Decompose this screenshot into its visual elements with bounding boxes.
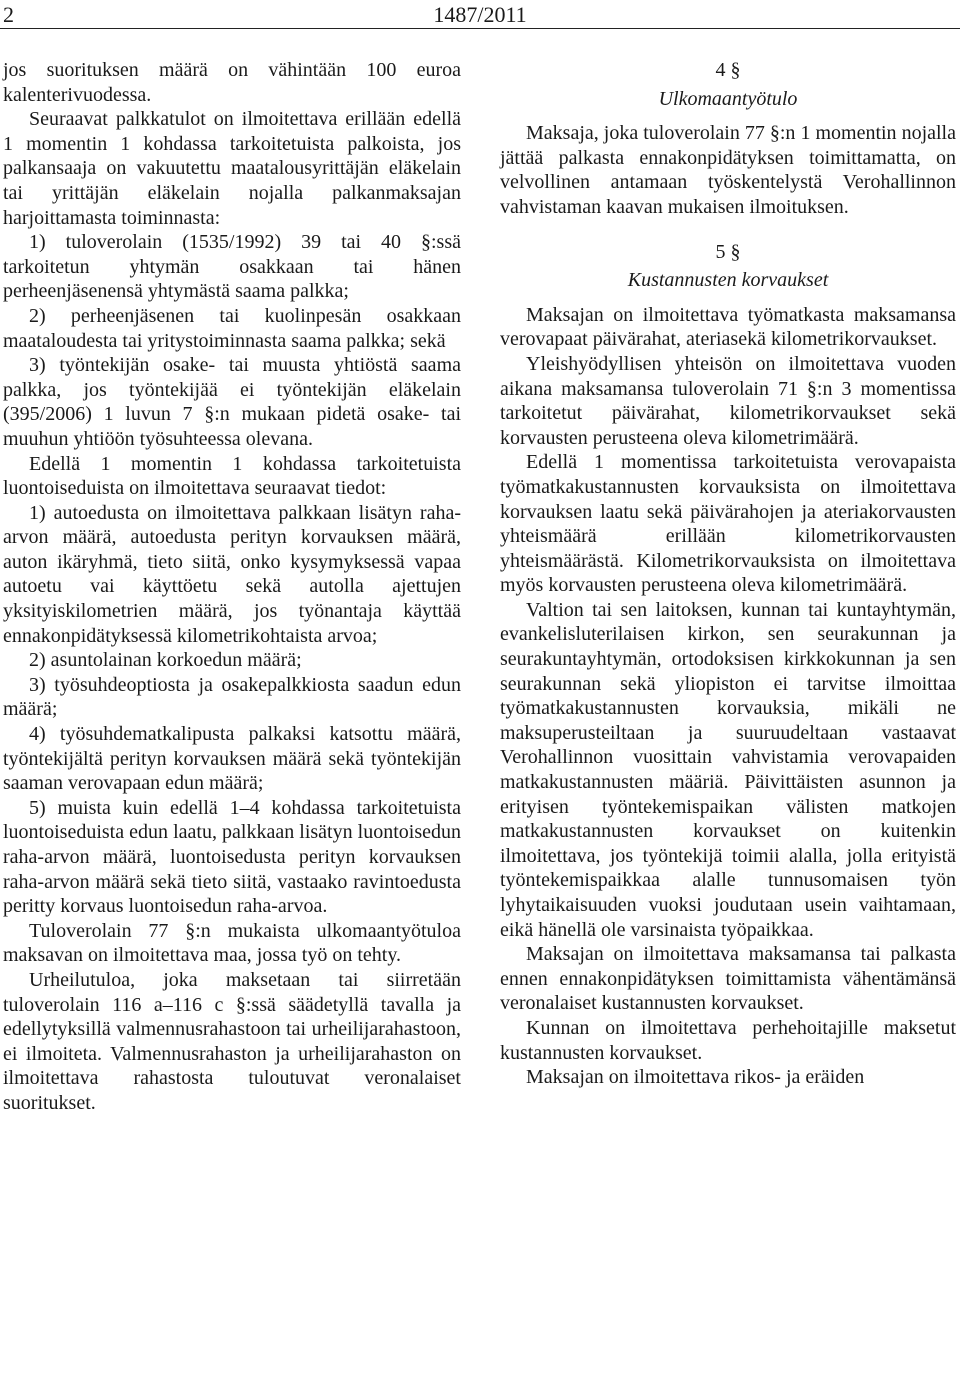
paragraph: Edellä 1 momentin 1 kohdassa tarkoitetuista luontoiseduista on ilmoitettava seuraavat tiedot: xyxy=(3,452,461,500)
paragraph: Yleishyödyllisen yhteisön on ilmoitettava vuoden aikana maksamansa tuloverolain 71 §:n 3 momentissa tarkoitetut päivärahat, kilometrikorvaukset sekä korvausten perusteena oleva kilometrimäärä. xyxy=(500,352,956,449)
list-item: 4) työsuhdematkalipusta palkaksi katsottu määrä, työntekijältä perityn korvauksen määrä sekä työntekijän saaman verovapaan edun määrä; xyxy=(3,723,461,795)
page-number: 2 xyxy=(3,2,14,27)
document-number: 1487/2011 xyxy=(433,2,527,27)
right-column xyxy=(500,58,956,1090)
section-title: Kustannusten korvaukset xyxy=(627,269,829,292)
list-item: 2) perheenjäsenen tai kuolinpesän osakkaan maataloudesta tai yritystoiminnasta saama palkka; sekä xyxy=(3,304,461,352)
paragraph: Maksajan on ilmoitettava työmatkasta maksamansa verovapaat päivärahat, ateriasekä kilometrikorvaukset. xyxy=(500,303,956,351)
paragraph: Seuraavat palkkatulot on ilmoitettava erillään edellä 1 momentin 1 kohdassa tarkoitetuista palkoista, jos palkansaaja on vakuutettu maatalousyrittäjän eläkelain tai yrittäjän eläkelain nojalla palkanmaksajan harjoittamasta toiminnasta: xyxy=(3,108,461,229)
paragraph: Edellä 1 momentissa tarkoitetuista verovapaista työmatkakustannusten korvauksista on ilmoitettava korvauksen laatu sekä päivärahojen ja ateriakorvausten yhteismäärä erillään kilometrikorvausten yhteismäärästä. Kilometrikorvauksista on ilmoitettava myös korvausten perusteena oleva kilometrimäärä. xyxy=(500,451,956,597)
section-gap xyxy=(500,220,956,240)
paragraph: Urheilutuloa, joka maksetaan tai siirretään tuloverolain 116 a–116 c §:ssä säädetyllä tavalla ja edellytyksillä valmennusrahastoon tai urheilijarahastoon, ei ilmoiteta. Valmennusrahaston ja urheilijarahaston on ilmoitettava rahastosta tuloutuvat veronalaiset suoritukset. xyxy=(3,968,461,1114)
list-item: 1) tuloverolain (1535/1992) 39 tai 40 §:ssä tarkoitetun yhtymän osakkaan tai hänen perheenjäsenensä yhtymästä saama palkka; xyxy=(3,231,461,303)
section-number: 5 § xyxy=(715,240,741,263)
list-item: 5) muista kuin edellä 1–4 kohdassa tarkoitetuista luontoiseduista edun laatu, palkkaan lisätyn luontoisedun raha-arvon määrä, luontoisedusta perityn korvauksen raha-arvon määrä sekä tieto siitä, vastaako ravintoedusta peritty korvaus luontoisedun raha-arvoa. xyxy=(3,796,461,918)
paragraph: Valtion tai sen laitoksen, kunnan tai kuntayhtymän, evankelisluterilaisen kirkon, sen seurakunnan ja seurakuntayhtymän, ortodoksisen kirkkokunnan ja sen seurakunnan sekä yliopiston ei tarvitse ilmoittaa työmatkakustannusten korvauksia, mikäli ne maksuperusteiltaan ja suuruudeltaan vastaavat Verohallinnon vuosittain vahvistamia verovapaiden matkakustannusten määriä. Päivittäisten asunnon ja erityisen työntekemispaikan välisten matkojen matkakustannusten korvaukset on kuitenkin ilmoitettava, jos työntekijä toimii alalla, jolla erityistä työntekemispaikkaa alalle tunnusomaisen työn lyhytaikaisuuden vuoksi joudutaan usein vaihtamaan, eikä hänellä ole varsinaista työpaikkaa. xyxy=(500,598,956,941)
section-number: 4 § xyxy=(715,59,741,81)
section-title: Ulkomaantyötulo xyxy=(658,87,798,110)
page-header xyxy=(0,0,960,30)
list-item: 3) työsuhdeoptiosta ja osakepalkkiosta saadun edun määrä; xyxy=(3,673,461,721)
paragraph: Maksaja, joka tuloverolain 77 §:n 1 momentin nojalla jättää palkasta ennakonpidätyksen toimittamatta, on velvollinen antamaan työskentelystä Verohallinnon vahvistaman kaavan mukaisen ilmoituksen. xyxy=(500,122,956,218)
paragraph: Kunnan on ilmoitettava perhehoitajille maksetut kustannusten korvaukset. xyxy=(500,1016,956,1064)
header-rule xyxy=(0,28,960,29)
paragraph: jos suorituksen määrä on vähintään 100 euroa kalenterivuodessa. xyxy=(3,59,461,106)
paragraph: Maksajan on ilmoitettava rikos- ja eräiden xyxy=(526,1066,865,1089)
paragraph: Maksajan on ilmoitettava maksamansa tai palkasta ennen ennakonpidätyksen toimittamista vähentämänsä veronalaiset kustannusten korvaukset. xyxy=(500,943,956,1015)
list-item: 3) työntekijän osake- tai muusta yhtiöstä saama palkka, jos työntekijää ei työntekijän eläkelain (395/2006) 1 luvun 7 §:n mukaan pidetä osake- tai muuhun yhtiöön työsuhteessa olevana. xyxy=(3,354,461,450)
list-item: 2) asuntolainan korkoedun määrä; xyxy=(29,649,302,672)
list-item: 1) autoedusta on ilmoitettava palkkaan lisätyn raha-arvon määrä, autoedusta perityn korvauksen määrä, auton ikäryhmä, tieto siitä, onko kysymyksessä vapaa autoetu vai käyttöetu sekä autolla ajettujen yksityiskilometrien määrä, jos työnantaja käyttää ennakonpidätyksessä kilometrikohtaista arvoa; xyxy=(3,501,461,647)
left-column xyxy=(3,58,461,1116)
paragraph: Tuloverolain 77 §:n mukaista ulkomaantyötuloa maksavan on ilmoitettava maa, jossa työ on tehty. xyxy=(3,919,461,967)
